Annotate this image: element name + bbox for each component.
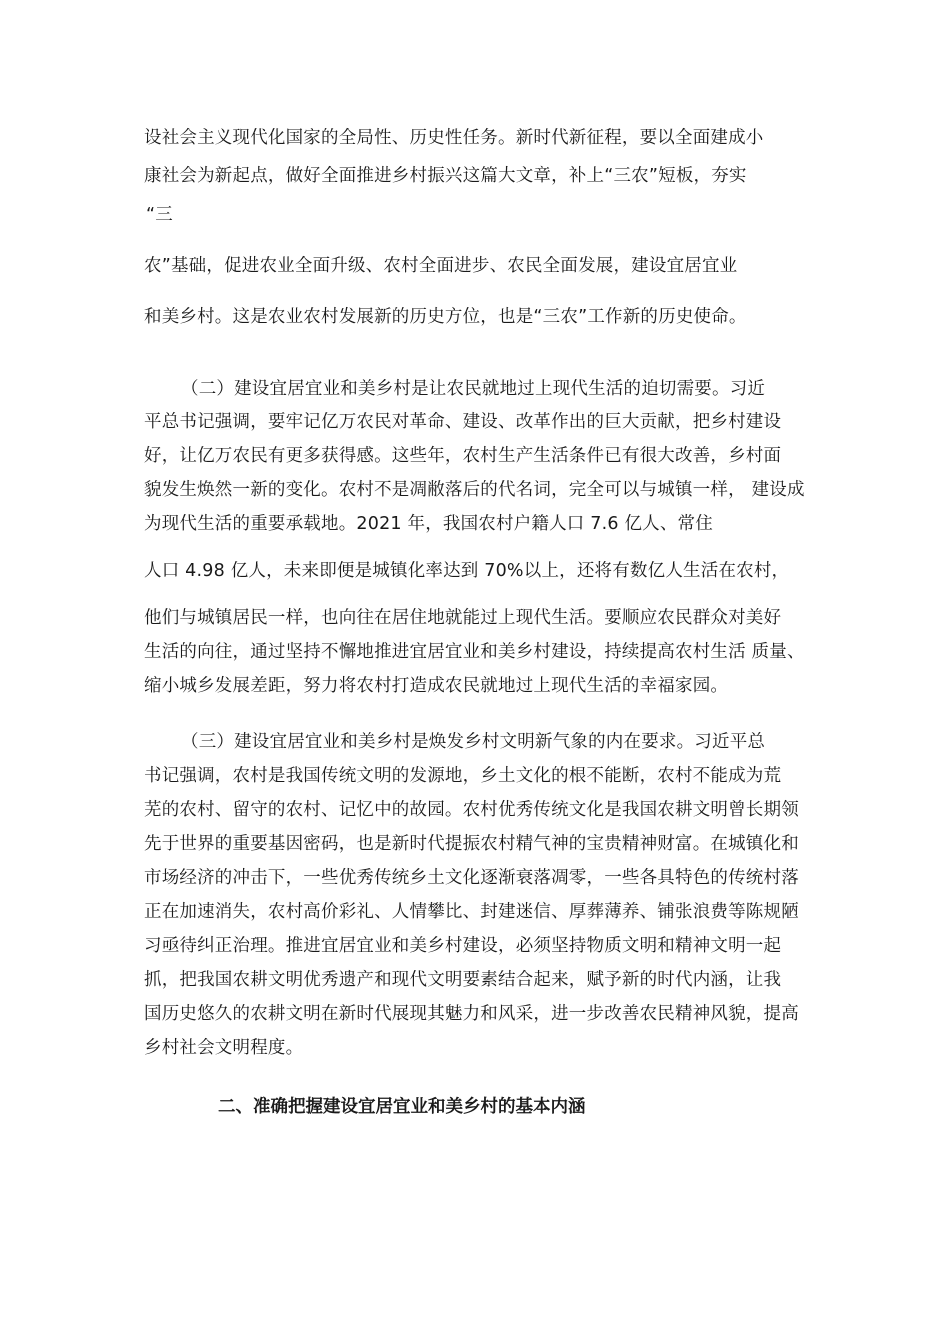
text-line: 生活的向往，通过坚持不懈地推进宜居宜业和美乡村建设，持续提高农村生活 质量、 — [144, 642, 805, 662]
text-line: 习亟待纠正治理。推进宜居宜业和美乡村建设，必须坚持物质文明和精神文明一起 — [144, 936, 782, 956]
text-line: 市场经济的冲击下，一些优秀传统乡土文化逐渐衰落凋零，一些各具特色的传统村落 — [144, 868, 799, 888]
text-line: 和美乡村。这是农业农村发展新的历史方位，也是“三农”工作新的历史使命。 — [144, 307, 747, 327]
section-heading: 二、准确把握建设宜居宜业和美乡村的基本内涵 — [218, 1097, 586, 1117]
text-line: 好，让亿万农民有更多获得感。这些年，农村生产生活条件已有很大改善，乡村面 — [144, 446, 782, 466]
text-line: 书记强调，农村是我国传统文明的发源地，乡土文化的根不能断，农村不能成为荒 — [144, 766, 782, 786]
text-line: 他们与城镇居民一样，也向往在居住地就能过上现代生活。要顺应农民群众对美好 — [144, 608, 782, 628]
text-line: 抓，把我国农耕文明优秀遗产和现代文明要素结合起来，赋予新的时代内涵，让我 — [144, 970, 782, 990]
text-line: 康社会为新起点，做好全面推进乡村振兴这篇大文章，补上“三农”短板，夯实 — [144, 166, 747, 186]
text-line: 缩小城乡发展差距，努力将农村打造成农民就地过上现代生活的幸福家园。 — [144, 676, 729, 696]
text-line: “三 — [146, 205, 173, 225]
paragraph-first-line: （三）建设宜居宜业和美乡村是焕发乡村文明新气象的内在要求。习近平总 — [181, 732, 766, 752]
text-line: 设社会主义现代化国家的全局性、历史性任务。新时代新征程，要以全面建成小 — [144, 128, 764, 148]
text-line: 先于世界的重要基因密码，也是新时代提振农村精气神的宝贵精神财富。在城镇化和 — [144, 834, 799, 854]
text-line: 农”基础，促进农业全面升级、农村全面进步、农民全面发展，建设宜居宜业 — [144, 256, 738, 276]
text-line: 芜的农村、留守的农村、记忆中的故园。农村优秀传统文化是我国农耕文明曾长期领 — [144, 800, 799, 820]
paragraph-first-line: （二）建设宜居宜业和美乡村是让农民就地过上现代生活的迫切需要。习近 — [181, 379, 766, 399]
text-line: 为现代生活的重要承载地。2021 年，我国农村户籍人口 7.6 亿人、常住 — [144, 514, 713, 534]
text-line: 乡村社会文明程度。 — [144, 1038, 304, 1058]
text-line: 国历史悠久的农耕文明在新时代展现其魅力和风采，进一步改善农民精神风貌，提高 — [144, 1004, 799, 1024]
text-line: 貌发生焕然一新的变化。农村不是凋敝落后的代名词，完全可以与城镇一样， 建设成 — [144, 480, 805, 500]
text-line: 平总书记强调，要牢记亿万农民对革命、建设、改革作出的巨大贡献，把乡村建设 — [144, 412, 782, 432]
text-line: 正在加速消失，农村高价彩礼、人情攀比、封建迷信、厚葬薄养、铺张浪费等陈规陋 — [144, 902, 799, 922]
text-line: 人口 4.98 亿人，未来即便是城镇化率达到 70%以上，还将有数亿人生活在农村， — [144, 561, 790, 581]
